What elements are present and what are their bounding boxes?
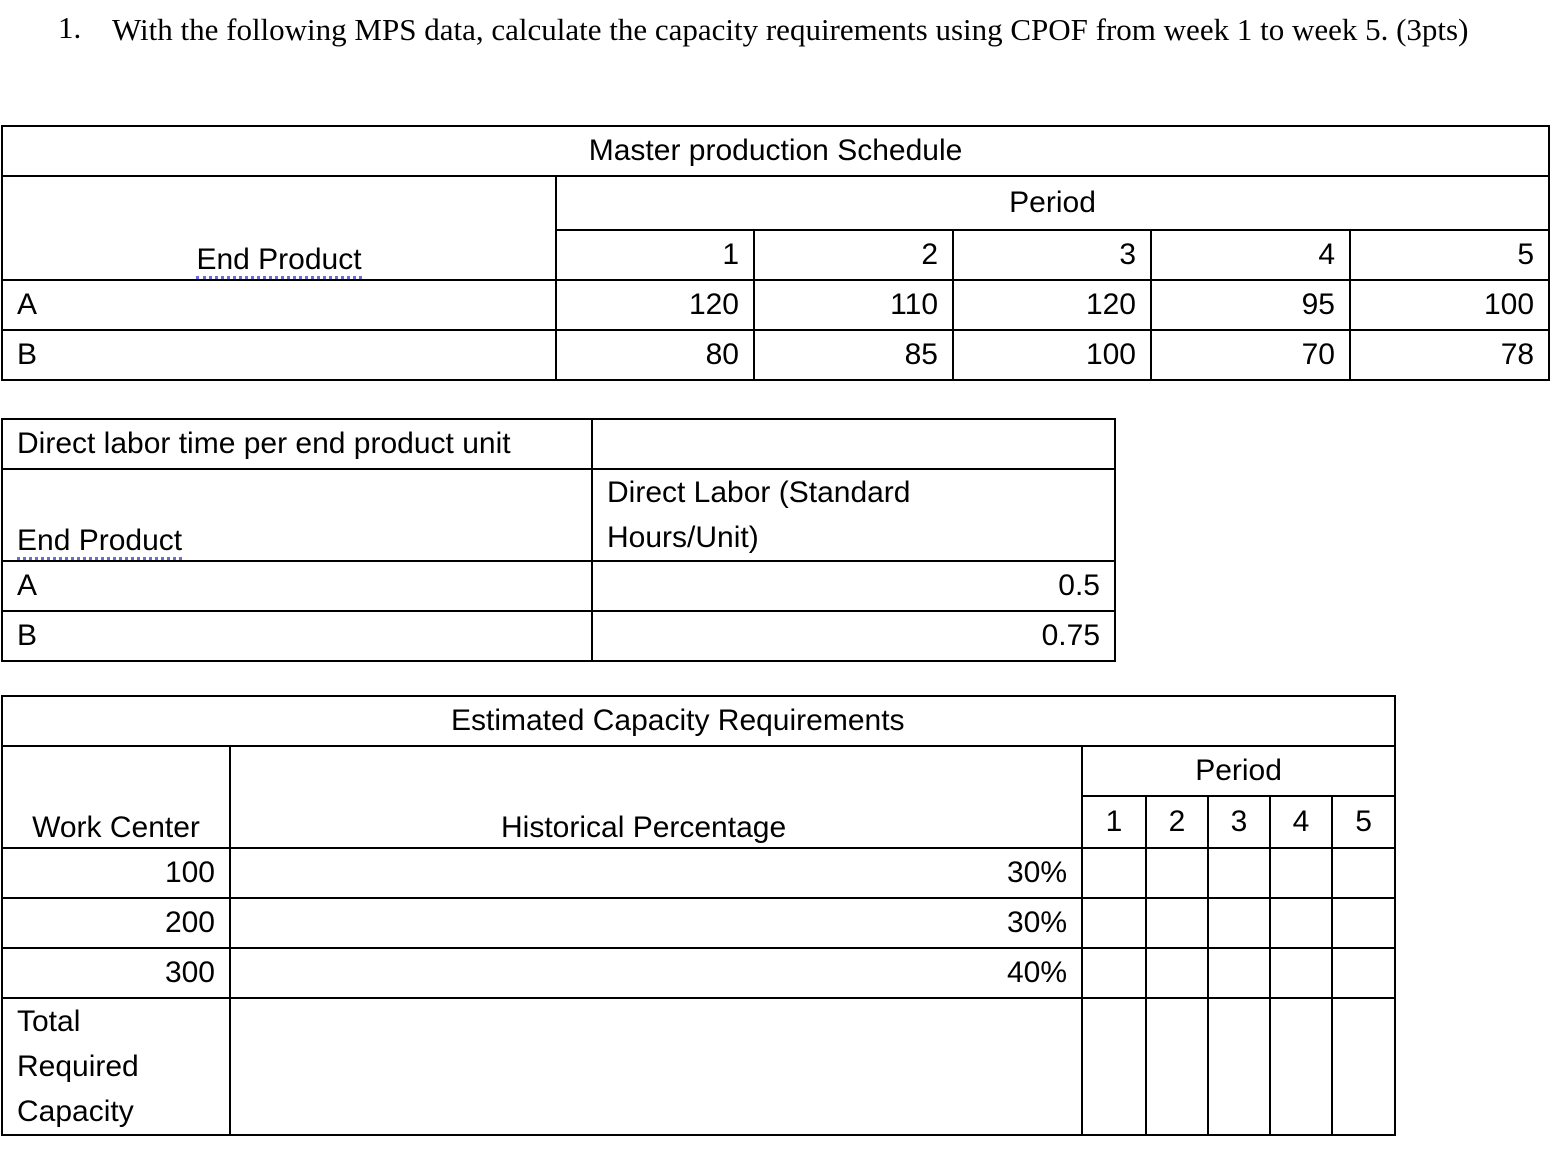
ecr-total-label bbox=[2, 998, 230, 1135]
ecr-blank-cell[interactable] bbox=[1208, 898, 1270, 948]
mps-table bbox=[1, 125, 1550, 381]
mps-period-header: 4 bbox=[1151, 230, 1350, 280]
ecr-blank-cell[interactable] bbox=[1082, 948, 1146, 998]
mps-period-header: 5 bbox=[1350, 230, 1549, 280]
ecr-period-header: 4 bbox=[1270, 796, 1332, 848]
ecr-blank-cell[interactable] bbox=[1270, 848, 1332, 898]
ecr-blank-cell[interactable] bbox=[1332, 948, 1395, 998]
labor-product-cell: A bbox=[2, 561, 592, 611]
ecr-blank-cell[interactable] bbox=[1270, 898, 1332, 948]
mps-period-header: 1 bbox=[556, 230, 754, 280]
ecr-blank-cell[interactable] bbox=[1332, 848, 1395, 898]
labor-empty-cell bbox=[592, 419, 1115, 469]
mps-value-cell: 110 bbox=[754, 280, 953, 330]
question-text: With the following MPS data, calculate the capacity requirements using CPOF from week 1 to week 5. (3pts) bbox=[112, 12, 1469, 47]
labor-value-cell: 0.5 bbox=[592, 561, 1115, 611]
ecr-blank-cell[interactable] bbox=[1270, 948, 1332, 998]
ecr-work-center-cell: 300 bbox=[2, 948, 230, 998]
ecr-work-center-cell: 200 bbox=[2, 898, 230, 948]
ecr-blank-cell[interactable] bbox=[1146, 898, 1208, 948]
mps-value-cell: 100 bbox=[953, 330, 1151, 380]
labor-column-header bbox=[592, 469, 1115, 561]
mps-period-header: 3 bbox=[953, 230, 1151, 280]
labor-value-cell: 0.75 bbox=[592, 611, 1115, 661]
mps-product-cell: A bbox=[2, 280, 556, 330]
ecr-historical-label: Historical Percentage bbox=[230, 746, 1082, 848]
ecr-title: Estimated Capacity Requirements bbox=[2, 696, 1395, 746]
mps-value-cell: 78 bbox=[1350, 330, 1549, 380]
ecr-blank-cell[interactable] bbox=[1146, 848, 1208, 898]
ecr-work-center-cell: 100 bbox=[2, 848, 230, 898]
ecr-blank-cell[interactable] bbox=[1146, 998, 1208, 1135]
question-number: 1. bbox=[58, 10, 82, 45]
ecr-period-label: Period bbox=[1082, 746, 1395, 796]
labor-end-product-header bbox=[2, 469, 592, 561]
ecr-total-empty-cell bbox=[230, 998, 1082, 1135]
mps-end-product-label: End Product bbox=[196, 243, 361, 279]
ecr-blank-cell[interactable] bbox=[1082, 898, 1146, 948]
mps-period-label: Period bbox=[556, 176, 1549, 230]
mps-row-b bbox=[2, 330, 1549, 380]
ecr-total-line2: Required bbox=[17, 1050, 139, 1083]
labor-column-label-line2: Hours/Unit) bbox=[607, 521, 759, 554]
ecr-blank-cell[interactable] bbox=[1270, 998, 1332, 1135]
mps-value-cell: 70 bbox=[1151, 330, 1350, 380]
ecr-total-row bbox=[2, 998, 1395, 1135]
ecr-row-200 bbox=[2, 898, 1395, 948]
ecr-work-center-label: Work Center bbox=[2, 746, 230, 848]
mps-value-cell: 120 bbox=[953, 280, 1151, 330]
ecr-percentage-cell: 30% bbox=[230, 848, 1082, 898]
mps-period-header: 2 bbox=[754, 230, 953, 280]
ecr-total-line3: Capacity bbox=[17, 1095, 134, 1128]
ecr-blank-cell[interactable] bbox=[1208, 998, 1270, 1135]
mps-value-cell: 100 bbox=[1350, 280, 1549, 330]
labor-column-label-line1: Direct Labor (Standard bbox=[607, 476, 911, 509]
ecr-table bbox=[1, 695, 1396, 1136]
ecr-blank-cell[interactable] bbox=[1332, 998, 1395, 1135]
ecr-blank-cell[interactable] bbox=[1208, 848, 1270, 898]
ecr-blank-cell[interactable] bbox=[1332, 898, 1395, 948]
ecr-blank-cell[interactable] bbox=[1146, 948, 1208, 998]
ecr-period-header: 2 bbox=[1146, 796, 1208, 848]
labor-table bbox=[1, 418, 1116, 662]
ecr-blank-cell[interactable] bbox=[1082, 998, 1146, 1135]
mps-title: Master production Schedule bbox=[2, 126, 1549, 176]
ecr-percentage-cell: 30% bbox=[230, 898, 1082, 948]
ecr-blank-cell[interactable] bbox=[1082, 848, 1146, 898]
labor-product-cell: B bbox=[2, 611, 592, 661]
labor-end-product-label: End Product bbox=[17, 524, 182, 560]
mps-row-a bbox=[2, 280, 1549, 330]
ecr-blank-cell[interactable] bbox=[1208, 948, 1270, 998]
ecr-total-line1: Total bbox=[17, 1005, 81, 1038]
mps-value-cell: 120 bbox=[556, 280, 754, 330]
ecr-period-header: 3 bbox=[1208, 796, 1270, 848]
ecr-period-header: 5 bbox=[1332, 796, 1395, 848]
mps-product-cell: B bbox=[2, 330, 556, 380]
labor-row-b bbox=[2, 611, 1115, 661]
ecr-row-100 bbox=[2, 848, 1395, 898]
mps-end-product-header bbox=[2, 176, 556, 280]
mps-value-cell: 85 bbox=[754, 330, 953, 380]
ecr-row-300 bbox=[2, 948, 1395, 998]
labor-title: Direct labor time per end product unit bbox=[17, 427, 511, 460]
labor-row-a bbox=[2, 561, 1115, 611]
mps-value-cell: 95 bbox=[1151, 280, 1350, 330]
ecr-percentage-cell: 40% bbox=[230, 948, 1082, 998]
ecr-period-header: 1 bbox=[1082, 796, 1146, 848]
labor-title-cell bbox=[2, 419, 592, 469]
mps-value-cell: 80 bbox=[556, 330, 754, 380]
